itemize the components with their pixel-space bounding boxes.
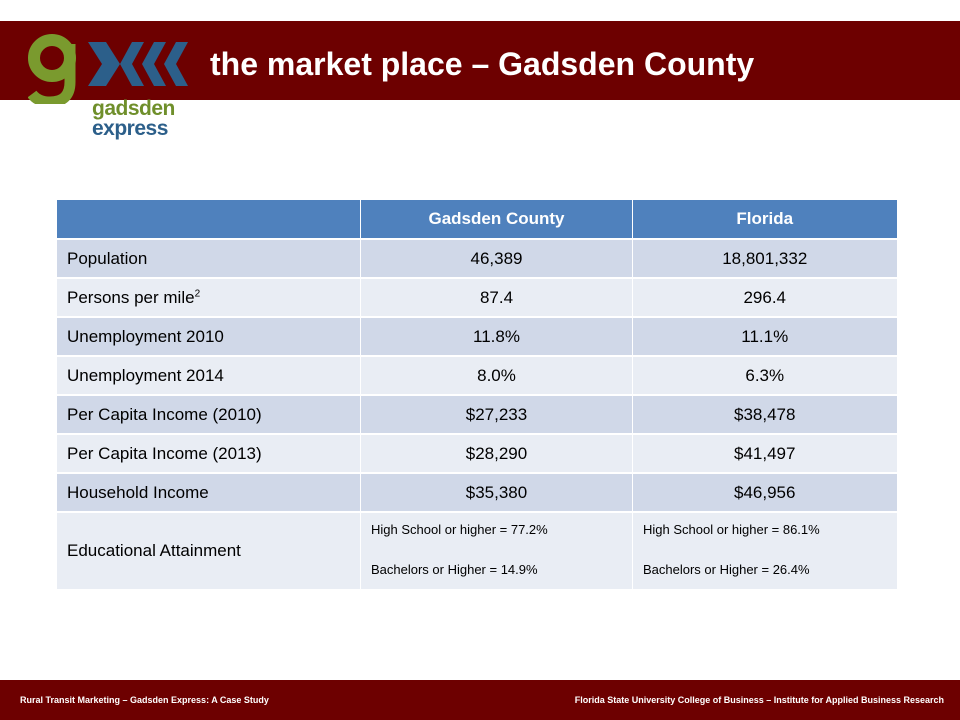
footer-left-text: Rural Transit Marketing – Gadsden Express: A Case Study — [20, 695, 269, 705]
table-row — [57, 278, 897, 317]
row-label: Unemployment 2014 — [57, 356, 361, 395]
logo-word-express: express — [92, 117, 168, 140]
county-value: 87.4 — [361, 278, 633, 317]
florida-value: $38,478 — [633, 395, 897, 434]
header-florida: Florida — [633, 200, 897, 239]
logo-mark-icon — [28, 34, 188, 104]
florida-value: 18,801,332 — [633, 239, 897, 278]
header-empty-cell — [57, 200, 361, 239]
row-label: Educational Attainment — [57, 512, 361, 589]
county-value: $28,290 — [361, 434, 633, 473]
florida-value: 6.3% — [633, 356, 897, 395]
table-row — [57, 395, 897, 434]
row-label: Per Capita Income (2010) — [57, 395, 361, 434]
row-label — [57, 278, 361, 317]
florida-education — [633, 512, 897, 589]
county-bachelors: Bachelors or Higher = 14.9% — [371, 562, 538, 577]
florida-bachelors: Bachelors or Higher = 26.4% — [643, 562, 810, 577]
county-education — [361, 512, 633, 589]
table-row-education — [57, 512, 897, 589]
table-row — [57, 473, 897, 512]
county-high-school: High School or higher = 77.2% — [371, 522, 548, 537]
county-value: 46,389 — [361, 239, 633, 278]
footer-right-text: Florida State University College of Business – Institute for Applied Business Research — [574, 695, 944, 705]
table-row — [57, 356, 897, 395]
county-value: $27,233 — [361, 395, 633, 434]
florida-value: 11.1% — [633, 317, 897, 356]
county-value: 8.0% — [361, 356, 633, 395]
table-header-row — [57, 200, 897, 239]
row-label: Household Income — [57, 473, 361, 512]
gadsden-express-logo — [28, 34, 188, 144]
table-row — [57, 317, 897, 356]
row-label: Unemployment 2010 — [57, 317, 361, 356]
county-value: 11.8% — [361, 317, 633, 356]
row-label-text: Persons per mile — [67, 287, 195, 307]
superscript: 2 — [194, 287, 201, 299]
florida-value: $46,956 — [633, 473, 897, 512]
header-gadsden-county: Gadsden County — [361, 200, 633, 239]
florida-high-school: High School or higher = 86.1% — [643, 522, 820, 537]
county-value: $35,380 — [361, 473, 633, 512]
slide-title: the market place – Gadsden County — [210, 46, 755, 82]
logo-word-gadsden: gadsden — [92, 97, 175, 120]
florida-value: 296.4 — [633, 278, 897, 317]
row-label: Per Capita Income (2013) — [57, 434, 361, 473]
table-row — [57, 239, 897, 278]
market-data-table — [56, 200, 897, 589]
florida-value: $41,497 — [633, 434, 897, 473]
row-label: Population — [57, 239, 361, 278]
table-row — [57, 434, 897, 473]
